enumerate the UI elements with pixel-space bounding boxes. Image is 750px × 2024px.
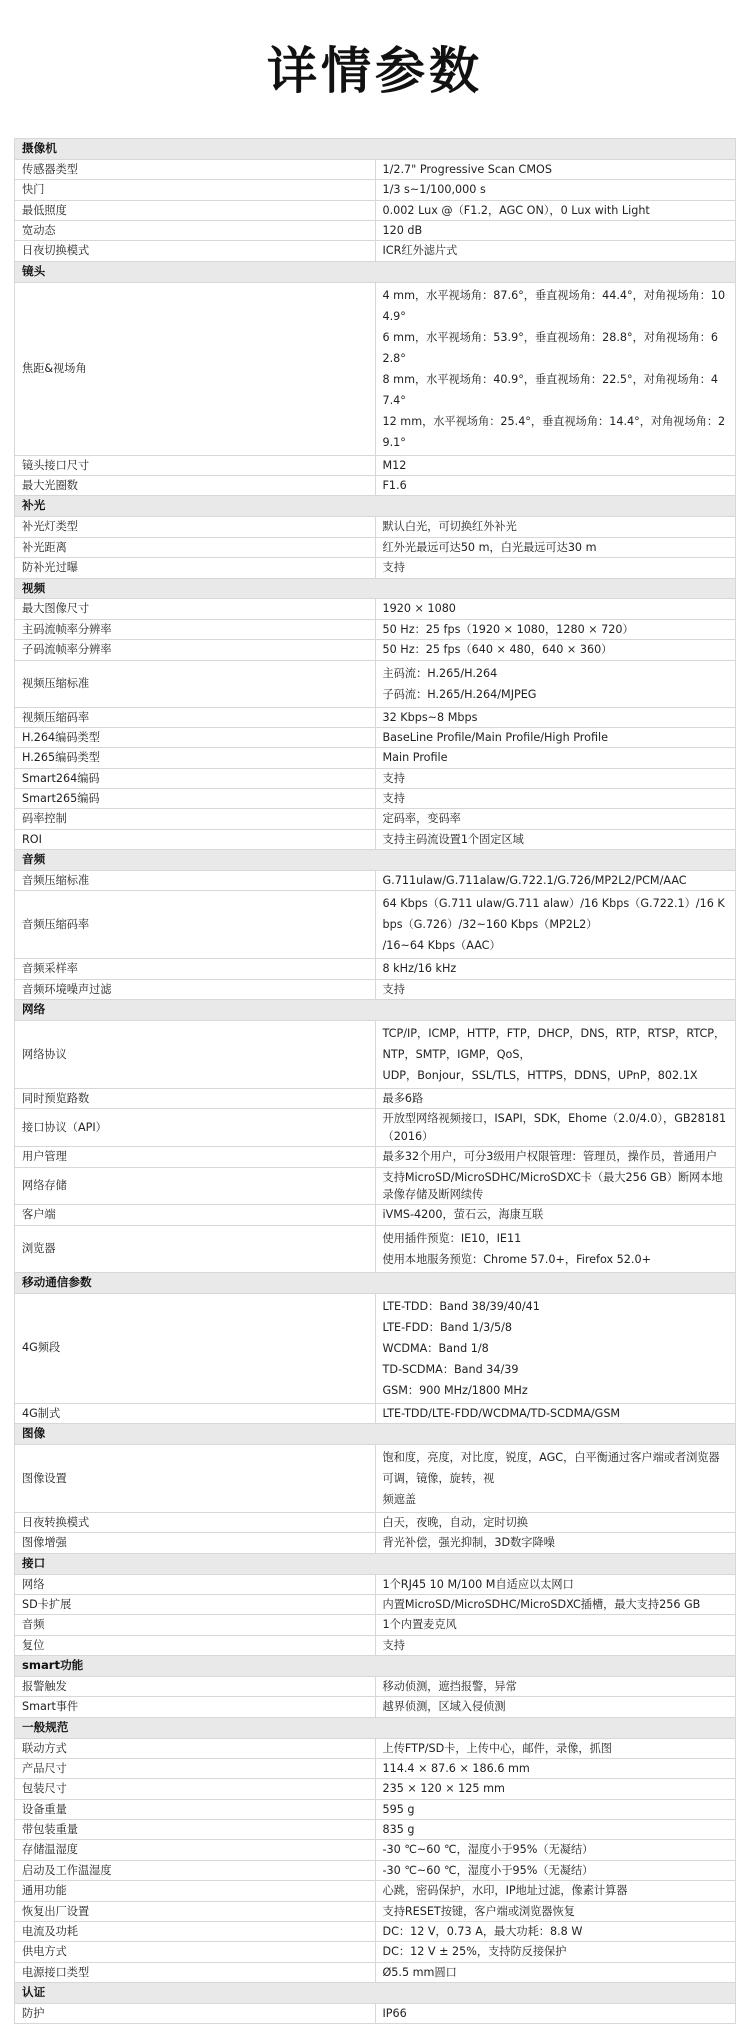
spec-value [375,891,736,959]
spec-value-line: iVMS-4200，萤石云，海康互联 [382,1208,544,1222]
spec-label: 音频采样率 [15,959,376,979]
spec-value [375,1109,736,1147]
spec-value-line: 内置MicroSD/MicroSDHC/MicroSDXC插槽，最大支持256 GB [382,1597,701,1611]
spec-row [15,727,736,747]
spec-value-line: 4 mm，水平视场角：87.6°，垂直视场角：44.4°，对角视场角：104.9° [382,288,726,323]
spec-label: 最大图像尺寸 [15,599,376,619]
spec-row [15,159,736,179]
spec-label: 电源接口类型 [15,1962,376,1982]
spec-table-body [15,139,736,2024]
spec-row [15,1676,736,1696]
spec-value-line: 支持 [382,561,405,575]
spec-value-line: 1/3 s~1/100,000 s [382,183,486,197]
spec-value-line: 120 dB [382,224,423,238]
spec-label: 存储温湿度 [15,1840,376,1860]
spec-value [375,159,736,179]
spec-row [15,1840,736,1860]
spec-value-line: 默认白光，可切换红外补光 [382,520,517,534]
spec-row [15,1759,736,1779]
spec-label: 传感器类型 [15,159,376,179]
spec-row [15,829,736,849]
spec-row [15,809,736,829]
spec-value-line: LTE-TDD/LTE-FDD/WCDMA/TD-SCDMA/GSM [382,1406,621,1420]
section-title: 图像 [15,1423,736,1444]
spec-value [375,537,736,557]
spec-value-line: 支持主码流设置1个固定区域 [382,832,524,846]
spec-value [375,1512,736,1532]
section-header-row [15,1553,736,1574]
spec-value-line: 1/2.7" Progressive Scan CMOS [382,162,552,176]
section-title: 认证 [15,1982,736,2003]
section-title: 网络 [15,1000,736,1021]
spec-value [375,959,736,979]
spec-label: 焦距&视场角 [15,282,376,455]
spec-row [15,1942,736,1962]
spec-value [375,1444,736,1512]
spec-label: 设备重量 [15,1799,376,1819]
spec-value-line: ICR红外滤片式 [382,244,458,258]
spec-label: 图像增强 [15,1533,376,1553]
spec-label: Smart事件 [15,1697,376,1717]
spec-value [375,1635,736,1655]
section-title: 一般规范 [15,1717,736,1738]
spec-value-line: WCDMA：Band 1/8 [382,1341,489,1355]
section-header-row [15,850,736,871]
spec-label: 4G频段 [15,1293,376,1403]
spec-row [15,1594,736,1614]
spec-row [15,537,736,557]
spec-value-line: 开放型网络视频接口，ISAPI，SDK，Ehome（2.0/4.0），GB28181（2016） [382,1112,727,1143]
spec-label: 主码流帧率分辨率 [15,619,376,639]
spec-row [15,1533,736,1553]
spec-value-line: 235 × 120 × 125 mm [382,1782,505,1796]
spec-row [15,619,736,639]
spec-value [375,1403,736,1423]
spec-row [15,1615,736,1635]
section-header-row [15,578,736,599]
spec-label: 产品尺寸 [15,1759,376,1779]
spec-value-line: 最多6路 [382,1092,424,1106]
spec-value [375,1921,736,1941]
spec-value-line: 心跳，密码保护，水印，IP地址过滤，像素计算器 [382,1884,628,1898]
spec-value [375,1840,736,1860]
spec-label: 快门 [15,180,376,200]
spec-row [15,1779,736,1799]
spec-label: H.265编码类型 [15,748,376,768]
spec-row [15,748,736,768]
spec-value-line: Ø5.5 mm圆口 [382,1965,457,1979]
spec-value [375,1799,736,1819]
spec-value [375,1962,736,1982]
spec-row [15,241,736,261]
spec-value-line: LTE-FDD：Band 1/3/5/8 [382,1320,513,1334]
spec-value-line: 子码流：H.265/H.264/MJPEG [382,687,537,701]
spec-value [375,1225,736,1272]
spec-value-line: 移动侦测，遮挡报警，异常 [382,1679,517,1693]
spec-label: 通用功能 [15,1881,376,1901]
spec-value [375,517,736,537]
spec-label: 用户管理 [15,1147,376,1167]
spec-row [15,599,736,619]
spec-row [15,558,736,578]
section-header-row [15,1982,736,2003]
spec-label: 包装尺寸 [15,1779,376,1799]
section-header-row [15,261,736,282]
spec-row [15,1881,736,1901]
spec-value [375,180,736,200]
section-header-row [15,1423,736,1444]
spec-label: 联动方式 [15,1738,376,1758]
spec-value-line: 0.002 Lux @（F1.2，AGC ON），0 Lux with Light [382,203,650,217]
spec-value [375,2003,736,2023]
spec-value-line: 1个内置麦克风 [382,1618,457,1632]
section-header-row [15,1717,736,1738]
spec-value-line: IP66 [382,2006,407,2020]
spec-value-line: 红外光最远可达50 m，白光最远可达30 m [382,540,597,554]
spec-value-line: 支持RESET按键，客户端或浏览器恢复 [382,1904,575,1918]
spec-row [15,1512,736,1532]
spec-value [375,707,736,727]
spec-value [375,1860,736,1880]
spec-value [375,979,736,999]
spec-value [375,241,736,261]
spec-table [14,138,736,2024]
spec-row [15,1799,736,1819]
spec-row [15,1444,736,1512]
section-title: 音频 [15,850,736,871]
spec-row [15,788,736,808]
spec-label: 接口协议（API） [15,1109,376,1147]
spec-value-line: 主码流：H.265/H.264 [382,666,498,680]
spec-row [15,768,736,788]
spec-value [375,788,736,808]
spec-value [375,768,736,788]
spec-row [15,1962,736,1982]
spec-value-line: TCP/IP，ICMP，HTTP，FTP，DHCP，DNS，RTP，RTSP，RTCP，NTP，SMTP，IGMP，QoS， [382,1027,726,1062]
spec-row [15,2003,736,2023]
spec-label: 带包装重量 [15,1820,376,1840]
spec-value-line: 频遮盖 [382,1492,417,1506]
spec-value [375,727,736,747]
spec-value [375,1594,736,1614]
spec-label: 启动及工作温湿度 [15,1860,376,1880]
spec-value [375,1901,736,1921]
spec-row [15,1089,736,1109]
spec-value [375,1759,736,1779]
spec-row [15,180,736,200]
spec-row [15,1738,736,1758]
spec-row [15,1225,736,1272]
spec-label: 音频环境噪声过滤 [15,979,376,999]
spec-label: 网络 [15,1574,376,1594]
spec-value-line: 8 kHz/16 kHz [382,962,457,976]
spec-row [15,707,736,727]
spec-value-line: 支持 [382,771,405,785]
spec-value [375,1205,736,1225]
spec-label: 网络协议 [15,1021,376,1089]
section-header-row [15,139,736,160]
spec-row [15,1167,736,1205]
spec-value-line: 最多32个用户，可分3级用户权限管理：管理员，操作员，普通用户 [382,1150,718,1164]
spec-value-line: -30 ℃~60 ℃，湿度小于95%（无凝结） [382,1843,594,1857]
spec-row [15,871,736,891]
section-title: 补光 [15,496,736,517]
spec-value-line: F1.6 [382,479,407,493]
spec-value-line: DC：12 V，0.73 A，最大功耗：8.8 W [382,1924,583,1938]
spec-value-line: Main Profile [382,751,448,765]
spec-value-line: 64 Kbps（G.711 ulaw/G.711 alaw）/16 Kbps（G.722.1）/16 Kbps（G.726）/32~160 Kbps（MP2L2） [382,897,725,932]
spec-value-line: 使用本地服务预览：Chrome 57.0+，Firefox 52.0+ [382,1252,651,1266]
spec-value-line: GSM：900 MHz/1800 MHz [382,1383,528,1397]
section-header-row [15,1272,736,1293]
spec-value [375,1574,736,1594]
spec-value [375,809,736,829]
spec-row [15,221,736,241]
spec-label: 补光灯类型 [15,517,376,537]
spec-value-line: 6 mm，水平视场角：53.9°，垂直视场角：28.8°，对角视场角：62.8° [382,330,719,365]
spec-value-line: 支持 [382,1638,405,1652]
spec-value-line: G.711ulaw/G.711alaw/G.722.1/G.726/MP2L2/PCM/AAC [382,874,687,888]
spec-value [375,619,736,639]
spec-row [15,1205,736,1225]
spec-label: 音频 [15,1615,376,1635]
spec-label: 视频压缩码率 [15,707,376,727]
spec-value-line: 支持 [382,982,405,996]
section-title: 摄像机 [15,139,736,160]
spec-label: 电流及功耗 [15,1921,376,1941]
spec-value-line: 背光补偿，强光抑制，3D数字降噪 [382,1536,555,1550]
spec-value [375,1779,736,1799]
spec-value [375,1293,736,1403]
spec-value-line: M12 [382,458,407,472]
spec-value [375,1881,736,1901]
spec-label: H.264编码类型 [15,727,376,747]
spec-value [375,476,736,496]
spec-value-line: 饱和度，亮度，对比度，锐度，AGC，白平衡通过客户端或者浏览器可调，镜像，旋转，视 [382,1450,720,1485]
spec-value [375,1167,736,1205]
spec-value [375,1089,736,1109]
section-header-row [15,496,736,517]
spec-label: 浏览器 [15,1225,376,1272]
spec-value [375,660,736,707]
spec-label: 网络存储 [15,1167,376,1205]
section-title: 移动通信参数 [15,1272,736,1293]
spec-label: 复位 [15,1635,376,1655]
page-title: 详情参数 [267,42,483,100]
spec-label: 视频压缩标准 [15,660,376,707]
spec-label: 子码流帧率分辨率 [15,640,376,660]
section-header-row [15,1000,736,1021]
spec-value [375,748,736,768]
spec-value-line: 支持 [382,791,405,805]
spec-value [375,1615,736,1635]
spec-value-line: DC：12 V ± 25%，支持防反接保护 [382,1945,567,1959]
spec-value-line: -30 ℃~60 ℃，湿度小于95%（无凝结） [382,1863,594,1877]
spec-label: 恢复出厂设置 [15,1901,376,1921]
spec-value [375,1697,736,1717]
spec-value [375,599,736,619]
spec-value-line: 12 mm，水平视场角：25.4°，垂直视场角：14.4°，对角视场角：29.1° [382,414,726,449]
spec-label: 报警触发 [15,1676,376,1696]
spec-value-line: 使用插件预览：IE10，IE11 [382,1231,522,1245]
spec-value [375,1942,736,1962]
spec-label: 日夜切换模式 [15,241,376,261]
section-title: smart功能 [15,1656,736,1677]
spec-label: ROI [15,829,376,849]
spec-value [375,221,736,241]
spec-value-line: 越界侦测，区域入侵侦测 [382,1700,506,1714]
spec-label: 防护 [15,2003,376,2023]
spec-value-line: 32 Kbps~8 Mbps [382,710,478,724]
spec-row [15,1403,736,1423]
section-title: 镜头 [15,261,736,282]
spec-value-line: TD-SCDMA：Band 34/39 [382,1362,519,1376]
section-header-row [15,1656,736,1677]
spec-label: Smart264编码 [15,768,376,788]
spec-row [15,1021,736,1089]
spec-label: 码率控制 [15,809,376,829]
spec-value-line: 8 mm，水平视场角：40.9°，垂直视场角：22.5°，对角视场角：47.4° [382,372,719,407]
spec-value-line: 上传FTP/SD卡，上传中心，邮件，录像，抓图 [382,1741,612,1755]
spec-row [15,200,736,220]
spec-value-line: /16~64 Kbps（AAC） [382,939,501,953]
spec-value-line: 50 Hz：25 fps（1920 × 1080，1280 × 720） [382,622,634,636]
spec-value [375,200,736,220]
spec-value [375,640,736,660]
spec-row [15,1820,736,1840]
spec-row [15,1109,736,1147]
spec-value-line: 1920 × 1080 [382,602,456,616]
spec-value-line: 595 g [382,1802,415,1816]
spec-value-line: BaseLine Profile/Main Profile/High Profile [382,730,609,744]
spec-label: 最大光圈数 [15,476,376,496]
spec-label: 音频压缩标准 [15,871,376,891]
spec-value-line: 白天，夜晚，自动，定时切换 [382,1515,528,1529]
spec-row [15,1293,736,1403]
spec-row [15,1921,736,1941]
spec-row [15,1635,736,1655]
spec-row [15,1860,736,1880]
spec-label: 4G制式 [15,1403,376,1423]
spec-row [15,282,736,455]
spec-row [15,476,736,496]
spec-row [15,660,736,707]
spec-label: 日夜转换模式 [15,1512,376,1532]
spec-label: 客户端 [15,1205,376,1225]
spec-label: 图像设置 [15,1444,376,1512]
spec-row [15,517,736,537]
spec-value-line: UDP，Bonjour，SSL/TLS，HTTPS，DDNS，UPnP，802.1X [382,1069,698,1083]
spec-label: 最低照度 [15,200,376,220]
spec-row [15,979,736,999]
spec-value [375,1738,736,1758]
spec-value [375,1021,736,1089]
spec-label: 宽动态 [15,221,376,241]
spec-value-line: 定码率，变码率 [382,812,461,826]
spec-label: 供电方式 [15,1942,376,1962]
spec-row [15,1147,736,1167]
spec-row [15,640,736,660]
spec-row [15,891,736,959]
spec-value [375,1147,736,1167]
spec-label: 音频压缩码率 [15,891,376,959]
spec-row [15,959,736,979]
spec-value [375,1533,736,1553]
spec-row [15,1697,736,1717]
spec-value-line: 50 Hz：25 fps（640 × 480，640 × 360） [382,643,613,657]
section-title: 视频 [15,578,736,599]
spec-value [375,558,736,578]
spec-value [375,1676,736,1696]
spec-value [375,282,736,455]
spec-value-line: 1个RJ45 10 M/100 M自适应以太网口 [382,1577,574,1591]
spec-value [375,455,736,475]
spec-label: Smart265编码 [15,788,376,808]
spec-value-line: 835 g [382,1823,415,1837]
spec-label: 防补光过曝 [15,558,376,578]
spec-value [375,829,736,849]
spec-label: 同时预览路数 [15,1089,376,1109]
spec-value-line: LTE-TDD：Band 38/39/40/41 [382,1299,540,1313]
spec-label: 镜头接口尺寸 [15,455,376,475]
spec-row [15,1901,736,1921]
spec-label: 补光距离 [15,537,376,557]
spec-value [375,871,736,891]
spec-value [375,1820,736,1840]
spec-row [15,1574,736,1594]
spec-value-line: 支持MicroSD/MicroSDHC/MicroSDXC卡（最大256 GB）断网本地录像存储及断网续传 [382,1170,723,1201]
spec-row [15,455,736,475]
spec-value-line: 114.4 × 87.6 × 186.6 mm [382,1762,530,1776]
section-title: 接口 [15,1553,736,1574]
spec-label: SD卡扩展 [15,1594,376,1614]
